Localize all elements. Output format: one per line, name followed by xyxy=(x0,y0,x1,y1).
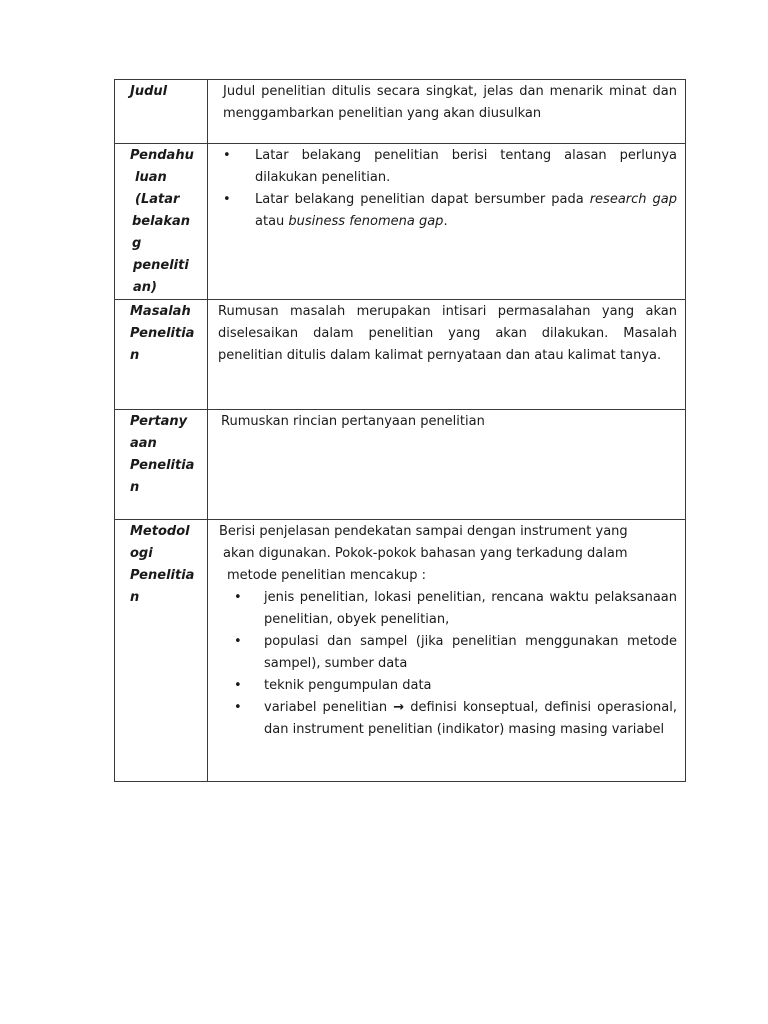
label-line: luan xyxy=(135,170,167,185)
label-line: n xyxy=(130,590,140,605)
row-label-pertanyaan xyxy=(115,410,208,520)
list-item-text-pre: variabel penelitian xyxy=(264,700,394,715)
label-line: ogi xyxy=(130,546,153,561)
list-item-text-mid: atau xyxy=(255,214,289,229)
proposal-outline-table xyxy=(114,79,686,782)
label-line: peneliti xyxy=(133,258,189,273)
list-item-text-post: . xyxy=(443,214,448,229)
label-line: aan xyxy=(130,436,157,451)
arrow-right-icon: → xyxy=(393,700,405,715)
bullet-icon: • xyxy=(234,700,242,715)
table-row-pendahuluan xyxy=(115,144,686,300)
list-item xyxy=(219,675,677,697)
table-row-masalah xyxy=(115,300,686,410)
row-content-metodologi xyxy=(208,520,686,782)
bullet-icon: • xyxy=(223,148,231,163)
list-item-text: Latar belakang penelitian berisi tentang alasan perlunya dilakukan penelitian. xyxy=(255,148,677,185)
label-line: (Latar xyxy=(135,192,180,207)
masalah-description: Rumusan masalah merupakan intisari permasalahan yang akan diselesaikan dalam penelitian yang akan dilakukan. Masalah penelitian ditulis dalam kalimat pernyataan dan atau kalimat tanya. xyxy=(218,304,677,363)
label-line: Penelitia xyxy=(130,568,195,583)
table-row-pertanyaan xyxy=(115,410,686,520)
list-item-text: populasi dan sampel (jika penelitian menggunakan metode sampel), sumber data xyxy=(264,634,677,671)
label-line: Metodol xyxy=(130,524,190,539)
label-line: n xyxy=(130,480,140,495)
label-line: Penelitia xyxy=(130,326,195,341)
pertanyaan-description: Rumuskan rincian pertanyaan penelitian xyxy=(221,414,485,429)
table-row-judul xyxy=(115,80,686,144)
label-line: Judul xyxy=(130,84,168,99)
bullet-icon: • xyxy=(223,192,231,207)
row-content-masalah xyxy=(208,300,686,410)
list-item-text-pre: Latar belakang penelitian dapat bersumber pada xyxy=(255,192,590,207)
row-content-pendahuluan xyxy=(208,144,686,300)
row-content-judul xyxy=(208,80,686,144)
label-line: Masalah xyxy=(130,304,191,319)
list-item xyxy=(219,587,677,631)
row-label-judul xyxy=(115,80,208,144)
italic-term-research-gap: research gap xyxy=(589,192,677,207)
metodologi-bullet-list xyxy=(219,587,677,741)
label-line: Pertany xyxy=(130,414,188,429)
list-item-text: teknik pengumpulan data xyxy=(264,678,432,693)
judul-description: Judul penelitian ditulis secara singkat, jelas dan menarik minat dan menggambarkan penelitian yang akan diusulkan xyxy=(223,84,677,121)
label-line: Penelitia xyxy=(130,458,195,473)
pendahuluan-bullet-list xyxy=(223,145,677,233)
list-item-text: jenis penelitian, lokasi penelitian, rencana waktu pelaksanaan penelitian, obyek penelitian, xyxy=(264,590,677,627)
intro-line: akan digunakan. Pokok-pokok bahasan yang terkadung dalam xyxy=(223,546,628,561)
list-item xyxy=(219,631,677,675)
bullet-icon: • xyxy=(234,678,242,693)
label-line: an) xyxy=(133,280,157,295)
list-item-text-post: definisi konseptual, definisi operasional, dan instrument penelitian (indikator) masing masing variabel xyxy=(264,700,677,737)
label-line: Pendahu xyxy=(130,148,194,163)
label-line: g xyxy=(132,236,142,251)
list-item xyxy=(223,189,677,233)
bullet-icon: • xyxy=(234,590,242,605)
list-item xyxy=(219,697,677,741)
table-row-metodologi xyxy=(115,520,686,782)
row-label-masalah xyxy=(115,300,208,410)
row-content-pertanyaan xyxy=(208,410,686,520)
label-line: belakan xyxy=(132,214,191,229)
label-line: n xyxy=(130,348,140,363)
intro-line: Berisi penjelasan pendekatan sampai dengan instrument yang xyxy=(219,524,628,539)
row-label-pendahuluan xyxy=(115,144,208,300)
italic-term-business-gap: business fenomena gap xyxy=(288,214,444,229)
intro-line: metode penelitian mencakup : xyxy=(227,568,426,583)
list-item xyxy=(223,145,677,189)
bullet-icon: • xyxy=(234,634,242,649)
row-label-metodologi xyxy=(115,520,208,782)
metodologi-intro xyxy=(219,521,677,587)
